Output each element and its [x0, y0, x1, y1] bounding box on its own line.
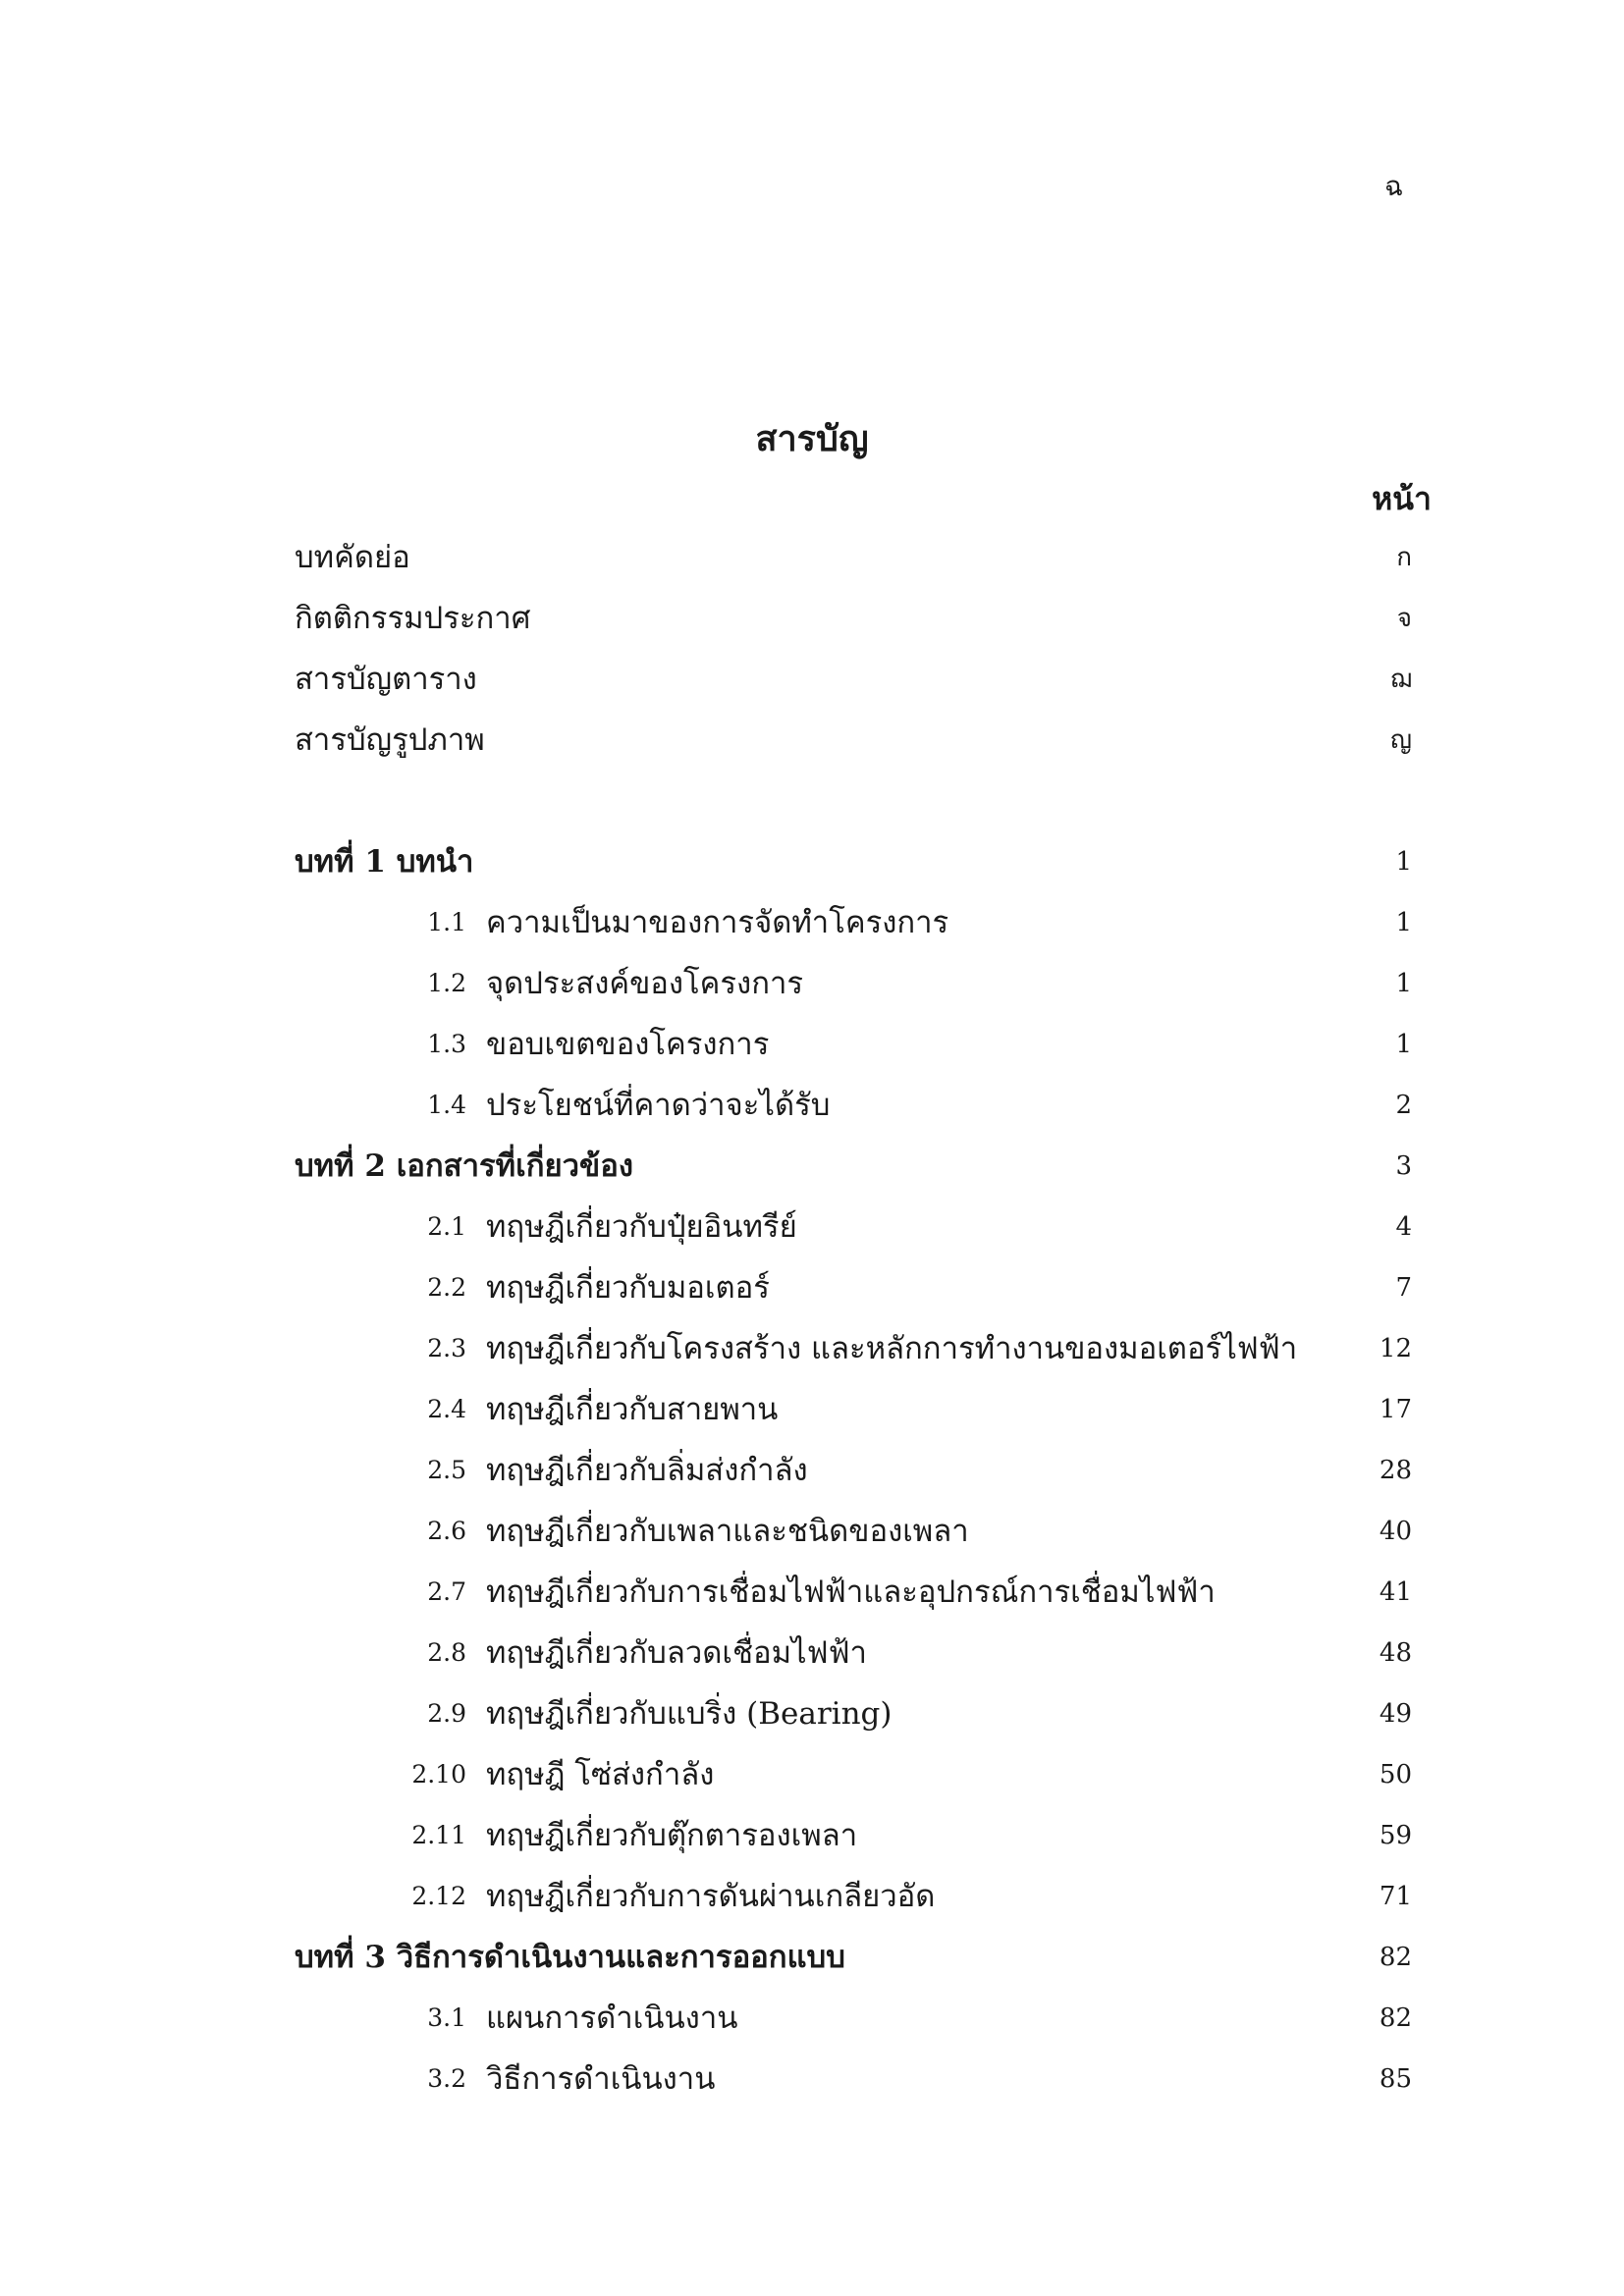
toc-section: [394, 1324, 1412, 1373]
toc-entry-label: กิตติกรรมประกาศ: [295, 601, 531, 636]
toc-section-page: 82: [1379, 2003, 1412, 2033]
toc-section-number: 2.5: [427, 1456, 466, 1484]
toc-section-number: 1.2: [427, 969, 466, 997]
toc-section-page: 7: [1395, 1273, 1412, 1303]
toc-chapter-page: 1: [1395, 847, 1412, 877]
toc-section-number: 2.6: [427, 1517, 466, 1545]
toc-section-number: 3.1: [427, 2003, 466, 2032]
toc-section-number: 2.3: [427, 1334, 466, 1362]
toc-section-page: 59: [1379, 1821, 1412, 1850]
toc-section-page: 71: [1379, 1882, 1412, 1911]
toc-entry-page: ญ: [1389, 725, 1412, 755]
toc-section-page: 40: [1379, 1517, 1412, 1546]
toc-section: [394, 1568, 1412, 1617]
toc-section-page: 49: [1379, 1699, 1412, 1729]
toc-section-number: 2.4: [427, 1395, 466, 1423]
toc-entry-list-of-figures: [295, 716, 1412, 765]
toc-section-number: 2.10: [411, 1760, 466, 1789]
toc-section-page: 85: [1379, 2064, 1412, 2094]
toc-section-label: ทฤษฎีเกี่ยวกับปุ๋ยอินทรีย์: [486, 1209, 797, 1245]
toc-section-number: 1.4: [427, 1091, 466, 1119]
toc-section: [394, 959, 1412, 1008]
toc-chapter-label: บทที่ 2 เอกสารที่เกี่ยวข้อง: [295, 1148, 633, 1184]
toc-section: [394, 1629, 1412, 1678]
toc-section-page: 1: [1395, 908, 1412, 937]
toc-section-label: ทฤษฎีเกี่ยวกับโครงสร้าง และหลักการทำงานของมอเตอร์ไฟฟ้า: [486, 1331, 1298, 1366]
toc-entry-label: บทคัดย่อ: [295, 540, 410, 575]
toc-chapter-label: บทที่ 3 วิธีการดำเนินงานและการออกแบบ: [295, 1940, 845, 1975]
toc-section-label: ทฤษฎีเกี่ยวกับสายพาน: [486, 1392, 779, 1427]
toc-section-label: ทฤษฎีเกี่ยวกับแบริ่ง (Bearing): [486, 1696, 893, 1732]
toc-entry-page: ฌ: [1389, 665, 1412, 694]
toc-section-label: ทฤษฎีเกี่ยวกับลิ่มส่งกำลัง: [486, 1453, 808, 1488]
toc-section-number: 2.1: [427, 1212, 466, 1241]
toc-entry-label: สารบัญตาราง: [295, 662, 477, 697]
toc-entry-list-of-tables: [295, 655, 1412, 704]
toc-section-number: 1.3: [427, 1030, 466, 1058]
toc-section-page: 50: [1379, 1760, 1412, 1789]
toc-section-page: 41: [1379, 1577, 1412, 1607]
toc-section-label: จุดประสงค์ของโครงการ: [486, 966, 804, 1001]
toc-section-label: ประโยชน์ที่คาดว่าจะได้รับ: [486, 1088, 831, 1123]
toc-section-page: 28: [1379, 1456, 1412, 1485]
toc-entry-abstract: [295, 533, 1412, 582]
toc-section-label: ขอบเขตของโครงการ: [486, 1027, 770, 1062]
toc-section: [394, 2055, 1412, 2104]
toc-section: [394, 1446, 1412, 1495]
toc-section-label: ทฤษฎีเกี่ยวกับเพลาและชนิดของเพลา: [486, 1514, 969, 1549]
toc-section-label: ทฤษฎีเกี่ยวกับลวดเชื่อมไฟฟ้า: [486, 1635, 867, 1671]
toc-section: [394, 1081, 1412, 1130]
toc-chapter-2: [295, 1142, 1412, 1191]
toc-section-number: 2.11: [411, 1821, 466, 1849]
toc-section: [394, 1507, 1412, 1556]
page-number: ฉ: [1384, 170, 1404, 202]
toc-entry-acknowledgement: [295, 594, 1412, 643]
toc-section: [394, 1020, 1412, 1069]
toc-section: [394, 1872, 1412, 1921]
toc-section-label: วิธีการดำเนินงาน: [486, 2061, 716, 2097]
toc-section-label: ทฤษฎี โซ่ส่งกำลัง: [486, 1757, 715, 1792]
toc-chapter-1: [295, 837, 1412, 886]
toc-chapter-page: 82: [1379, 1943, 1412, 1972]
toc-section-label: ทฤษฎีเกี่ยวกับตุ๊กตารองเพลา: [486, 1818, 858, 1853]
toc-chapter-page: 3: [1395, 1151, 1412, 1181]
toc-section-page: 2: [1395, 1091, 1412, 1120]
toc-section-label: แผนการดำเนินงาน: [486, 2001, 738, 2036]
toc-section-page: 4: [1395, 1212, 1412, 1242]
toc-section-number: 2.12: [411, 1882, 466, 1910]
toc-entry-page: ก: [1396, 543, 1412, 572]
toc-section: [394, 1750, 1412, 1799]
toc-section-page: 17: [1379, 1395, 1412, 1424]
page-title: สารบัญ: [755, 418, 869, 459]
toc-section: [394, 1994, 1412, 2043]
toc-section: [394, 1385, 1412, 1434]
toc-chapter-3: [295, 1933, 1412, 1982]
toc-section: [394, 1689, 1412, 1738]
toc-section: [394, 1263, 1412, 1312]
toc-section-number: 1.1: [427, 908, 466, 936]
toc-section-number: 2.7: [427, 1577, 466, 1606]
toc-section-label: ทฤษฎีเกี่ยวกับการเชื่อมไฟฟ้าและอุปกรณ์การเชื่อมไฟฟ้า: [486, 1575, 1216, 1610]
page-column-header: หน้า: [1372, 480, 1432, 517]
toc-chapter-label: บทที่ 1 บทนำ: [295, 844, 474, 880]
toc-section-number: 2.8: [427, 1638, 466, 1667]
toc-section-page: 1: [1395, 969, 1412, 998]
toc-section-number: 2.2: [427, 1273, 466, 1302]
toc-section-label: ทฤษฎีเกี่ยวกับการดันผ่านเกลียวอัด: [486, 1879, 936, 1914]
toc-section-label: ทฤษฎีเกี่ยวกับมอเตอร์: [486, 1270, 770, 1306]
toc-section: [394, 1202, 1412, 1252]
toc-entry-page: จ: [1396, 604, 1412, 633]
toc-section-page: 12: [1379, 1334, 1412, 1363]
toc-section-number: 2.9: [427, 1699, 466, 1728]
toc-section-number: 3.2: [427, 2064, 466, 2093]
toc-section-page: 48: [1379, 1638, 1412, 1668]
toc-section-page: 1: [1395, 1030, 1412, 1059]
toc-section-label: ความเป็นมาของการจัดทำโครงการ: [486, 905, 949, 940]
toc-entry-label: สารบัญรูปภาพ: [295, 722, 485, 758]
toc-section: [394, 898, 1412, 947]
toc-section: [394, 1811, 1412, 1860]
